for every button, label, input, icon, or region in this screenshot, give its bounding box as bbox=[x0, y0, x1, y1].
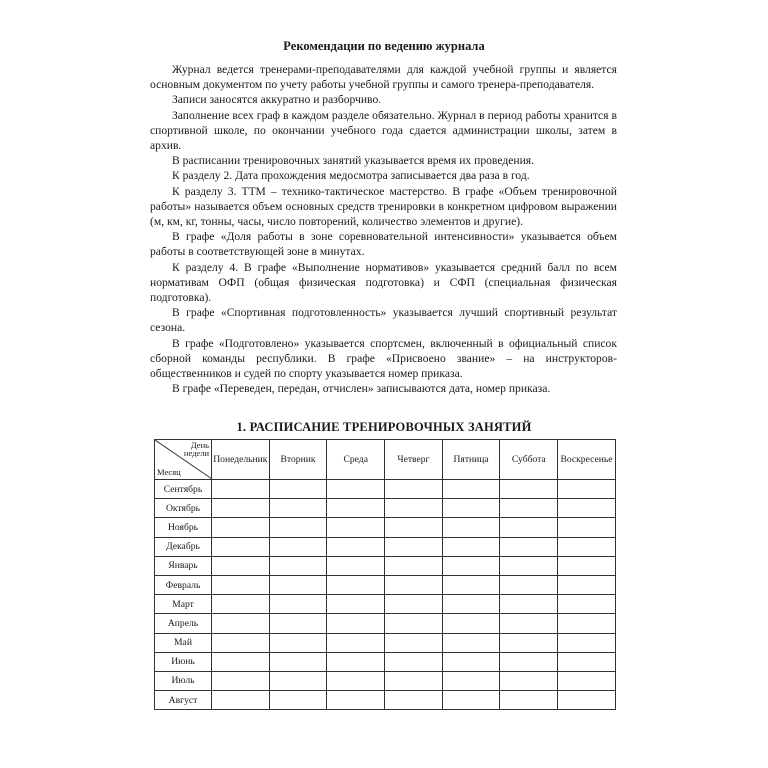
schedule-cell[interactable] bbox=[269, 633, 327, 652]
month-label: Сентябрь bbox=[155, 480, 212, 499]
schedule-cell[interactable] bbox=[269, 614, 327, 633]
corner-header-cell bbox=[155, 440, 212, 480]
schedule-row bbox=[155, 518, 616, 537]
paragraph: Записи заносятся аккуратно и разборчиво. bbox=[172, 93, 382, 107]
schedule-cell[interactable] bbox=[558, 652, 616, 671]
schedule-cell[interactable] bbox=[385, 691, 443, 710]
schedule-cell[interactable] bbox=[442, 518, 500, 537]
schedule-cell[interactable] bbox=[442, 537, 500, 556]
schedule-title: 1. РАСПИСАНИЕ ТРЕНИРОВОЧНЫХ ЗАНЯТИЙ bbox=[236, 420, 532, 434]
guidelines-text bbox=[150, 62, 617, 396]
schedule-cell[interactable] bbox=[500, 518, 558, 537]
paragraph: В графе «Подготовлено» указывается спортсмен, включенный в официальный список сборной команды республики. В графе «Присвоено звание» – на инструкторов-общественников и судей по спорту указывается номер приказа. bbox=[150, 336, 617, 381]
schedule-cell[interactable] bbox=[385, 575, 443, 594]
paragraph: К разделу 3. ТТМ – технико-тактическое мастерство. В графе «Объем тренировочной работы» называется объем основных средств тренировки в конкретном цифровом выражении (м, км, кг, тонны, часы, число повторений, количество элементов и другие). bbox=[150, 184, 617, 229]
schedule-cell[interactable] bbox=[327, 499, 385, 518]
schedule-cell[interactable] bbox=[385, 633, 443, 652]
schedule-cell[interactable] bbox=[442, 480, 500, 499]
month-label: Июль bbox=[155, 671, 212, 690]
month-label: Март bbox=[155, 595, 212, 614]
schedule-row bbox=[155, 691, 616, 710]
schedule-cell[interactable] bbox=[269, 652, 327, 671]
schedule-cell[interactable] bbox=[500, 633, 558, 652]
day-header-monday: Понедельник bbox=[212, 440, 270, 480]
schedule-cell[interactable] bbox=[327, 537, 385, 556]
schedule-cell[interactable] bbox=[442, 614, 500, 633]
schedule-cell[interactable] bbox=[385, 671, 443, 690]
paragraph: К разделу 2. Дата прохождения медосмотра записывается два раза в год. bbox=[172, 169, 530, 183]
paragraph: К разделу 4. В графе «Выполнение нормативов» указывается средний балл по всем нормативам ОФП (общая физическая подготовка) и СФП (специальная физическая подготовка). bbox=[150, 260, 617, 305]
schedule-cell[interactable] bbox=[558, 633, 616, 652]
schedule-cell[interactable] bbox=[327, 480, 385, 499]
day-header-wednesday: Среда bbox=[327, 440, 385, 480]
schedule-cell[interactable] bbox=[500, 537, 558, 556]
schedule-cell[interactable] bbox=[558, 480, 616, 499]
schedule-cell[interactable] bbox=[385, 595, 443, 614]
schedule-cell[interactable] bbox=[442, 671, 500, 690]
schedule-cell[interactable] bbox=[558, 671, 616, 690]
schedule-cell[interactable] bbox=[212, 575, 270, 594]
corner-week-label: недели bbox=[183, 448, 209, 458]
schedule-cell[interactable] bbox=[269, 499, 327, 518]
schedule-cell[interactable] bbox=[212, 499, 270, 518]
schedule-cell[interactable] bbox=[212, 595, 270, 614]
schedule-header-row bbox=[155, 440, 616, 480]
schedule-row bbox=[155, 614, 616, 633]
schedule-cell[interactable] bbox=[442, 556, 500, 575]
day-header-tuesday: Вторник bbox=[269, 440, 327, 480]
schedule-row bbox=[155, 480, 616, 499]
schedule-cell[interactable] bbox=[385, 652, 443, 671]
month-label: Февраль bbox=[155, 575, 212, 594]
schedule-cell[interactable] bbox=[212, 633, 270, 652]
schedule-cell[interactable] bbox=[558, 556, 616, 575]
schedule-cell[interactable] bbox=[269, 537, 327, 556]
schedule-cell[interactable] bbox=[327, 614, 385, 633]
schedule-table bbox=[154, 439, 616, 710]
schedule-cell[interactable] bbox=[500, 480, 558, 499]
schedule-cell[interactable] bbox=[327, 671, 385, 690]
schedule-cell[interactable] bbox=[385, 518, 443, 537]
schedule-row bbox=[155, 652, 616, 671]
schedule-cell[interactable] bbox=[385, 499, 443, 518]
schedule-cell[interactable] bbox=[327, 691, 385, 710]
schedule-cell[interactable] bbox=[500, 575, 558, 594]
schedule-cell[interactable] bbox=[558, 537, 616, 556]
schedule-cell[interactable] bbox=[327, 518, 385, 537]
schedule-cell[interactable] bbox=[269, 575, 327, 594]
schedule-cell[interactable] bbox=[558, 575, 616, 594]
schedule-row bbox=[155, 575, 616, 594]
schedule-row bbox=[155, 556, 616, 575]
schedule-cell[interactable] bbox=[500, 595, 558, 614]
schedule-cell[interactable] bbox=[500, 614, 558, 633]
day-header-thursday: Четверг bbox=[385, 440, 443, 480]
schedule-cell[interactable] bbox=[385, 556, 443, 575]
document-title: Рекомендации по ведению журнала bbox=[283, 39, 485, 53]
month-label: Август bbox=[155, 691, 212, 710]
schedule-cell[interactable] bbox=[385, 480, 443, 499]
corner-day-label: День bbox=[190, 440, 209, 450]
schedule-cell[interactable] bbox=[269, 691, 327, 710]
paragraph: В расписании тренировочных занятий указывается время их проведения. bbox=[172, 154, 535, 168]
schedule-cell[interactable] bbox=[327, 633, 385, 652]
schedule-cell[interactable] bbox=[385, 537, 443, 556]
month-label: Январь bbox=[155, 556, 212, 575]
schedule-cell[interactable] bbox=[327, 595, 385, 614]
schedule-cell[interactable] bbox=[442, 575, 500, 594]
corner-month-label: Месяц bbox=[157, 467, 181, 477]
schedule-cell[interactable] bbox=[269, 480, 327, 499]
schedule-cell[interactable] bbox=[558, 691, 616, 710]
month-label: Июнь bbox=[155, 652, 212, 671]
schedule-cell[interactable] bbox=[327, 556, 385, 575]
schedule-row bbox=[155, 633, 616, 652]
schedule-cell[interactable] bbox=[269, 556, 327, 575]
schedule-cell[interactable] bbox=[212, 671, 270, 690]
schedule-body bbox=[155, 480, 616, 710]
schedule-row bbox=[155, 595, 616, 614]
schedule-cell[interactable] bbox=[442, 652, 500, 671]
schedule-cell[interactable] bbox=[442, 499, 500, 518]
day-header-saturday: Суббота bbox=[500, 440, 558, 480]
schedule-cell[interactable] bbox=[500, 556, 558, 575]
schedule-cell[interactable] bbox=[212, 556, 270, 575]
schedule-cell[interactable] bbox=[327, 652, 385, 671]
schedule-cell[interactable] bbox=[500, 671, 558, 690]
schedule-cell[interactable] bbox=[269, 518, 327, 537]
month-label: Ноябрь bbox=[155, 518, 212, 537]
schedule-cell[interactable] bbox=[385, 614, 443, 633]
schedule-row bbox=[155, 671, 616, 690]
schedule-cell[interactable] bbox=[212, 691, 270, 710]
schedule-cell[interactable] bbox=[558, 518, 616, 537]
schedule-cell[interactable] bbox=[212, 652, 270, 671]
schedule-cell[interactable] bbox=[269, 671, 327, 690]
day-header-friday: Пятница bbox=[442, 440, 500, 480]
schedule-cell[interactable] bbox=[500, 652, 558, 671]
schedule-cell[interactable] bbox=[269, 595, 327, 614]
month-label: Октябрь bbox=[155, 499, 212, 518]
schedule-cell[interactable] bbox=[558, 614, 616, 633]
schedule-cell[interactable] bbox=[212, 518, 270, 537]
paragraph: Журнал ведется тренерами-преподавателями для каждой учебной группы и является основным документом по учету работы учебной группы и самого тренера-преподавателя. bbox=[150, 63, 617, 92]
schedule-cell[interactable] bbox=[442, 595, 500, 614]
paragraph: В графе «Переведен, передан, отчислен» записываются дата, номер приказа. bbox=[172, 382, 551, 396]
schedule-cell[interactable] bbox=[212, 614, 270, 633]
day-header-sunday: Воскресенье bbox=[558, 440, 616, 480]
schedule-cell[interactable] bbox=[212, 537, 270, 556]
schedule-cell[interactable] bbox=[442, 691, 500, 710]
schedule-cell[interactable] bbox=[558, 499, 616, 518]
schedule-cell[interactable] bbox=[500, 499, 558, 518]
month-label: Май bbox=[155, 633, 212, 652]
schedule-cell[interactable] bbox=[327, 575, 385, 594]
paragraph: В графе «Спортивная подготовленность» указывается лучший спортивный результат сезона. bbox=[150, 306, 617, 335]
schedule-row bbox=[155, 537, 616, 556]
schedule-cell[interactable] bbox=[212, 480, 270, 499]
month-label: Декабрь bbox=[155, 537, 212, 556]
paragraph: Заполнение всех граф в каждом разделе обязательно. Журнал в период работы хранится в спортивной школе, по окончании учебного года сдается администрации школы, затем в архив. bbox=[150, 108, 617, 153]
schedule-cell[interactable] bbox=[442, 633, 500, 652]
schedule-cell[interactable] bbox=[558, 595, 616, 614]
schedule-cell[interactable] bbox=[500, 691, 558, 710]
month-label: Апрель bbox=[155, 614, 212, 633]
schedule-row bbox=[155, 499, 616, 518]
paragraph: В графе «Доля работы в зоне соревновательной интенсивности» указывается объем работы в соответствующей зоне в минутах. bbox=[150, 230, 617, 259]
